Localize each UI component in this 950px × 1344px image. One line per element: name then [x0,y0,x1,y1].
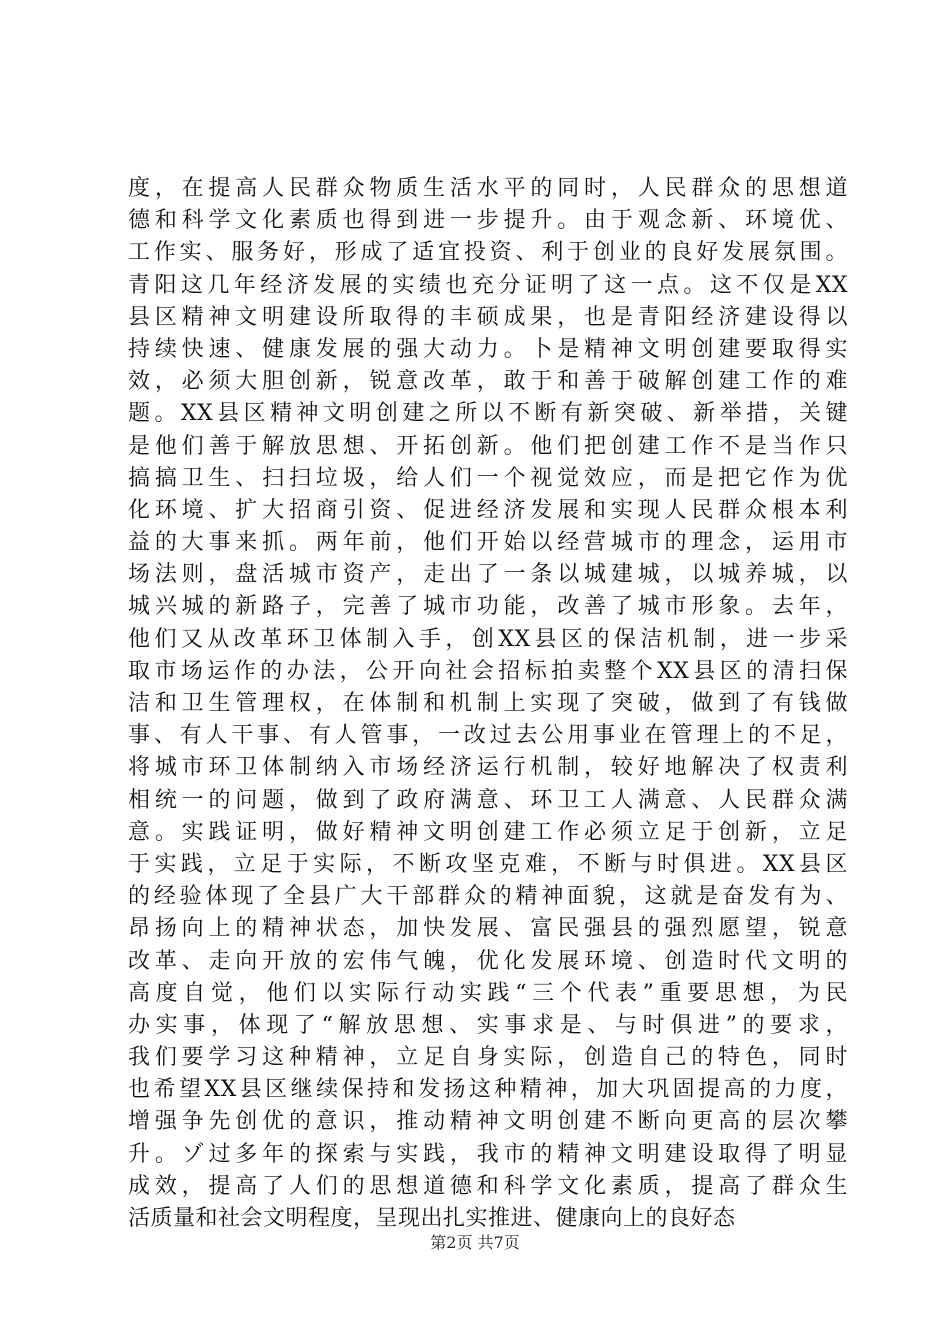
body-line: 办实事，体现了“解放思想、实事求是、与时俱进”的要求， [128,1012,848,1038]
body-line: 德和科学文化素质也得到进一步提升。由于观念新、环境优、 [128,208,848,234]
body-line: 搞搞卫生、扫扫垃圾，给人们一个视觉效应，而是把它作为优 [128,465,848,491]
body-line: 县区精神文明建设所取得的丰硕成果，也是青阳经济建设得以 [128,304,848,330]
body-line: 益的大事来抓。两年前，他们开始以经营城市的理念，运用市 [128,530,848,556]
body-line: 化环境、扩大招商引资、促进经济发展和实现人民群众根本利 [128,497,848,523]
body-line: 城兴城的新路子，完善了城市功能，改善了城市形象。去年， [128,594,848,620]
body-line: 是他们善于解放思想、开拓创新。他们把创建工作不是当作只 [128,433,848,459]
body-line: 他们又从改革环卫体制入手，创XX县区的保洁机制，进一步采 [128,626,848,652]
body-line: 将城市环卫体制纳入市场经济运行机制，较好地解决了权责利 [128,755,848,781]
body-line: 效，必须大胆创新，锐意改革，敢于和善于破解创建工作的难 [128,369,848,395]
body-line: 成效，提高了人们的思想道德和科学文化素质，提高了群众生 [128,1173,848,1199]
body-line: 度，在提高人民群众物质生活水平的同时，人民群众的思想道 [128,176,848,201]
body-line: 改革、走向开放的宏伟气魄，优化发展环境、创造时代文明的 [128,948,848,974]
body-line: 事、有人干事、有人管事，一改过去公用事业在管理上的不足， [128,723,848,749]
body-line: 持续快速、健康发展的强大动力。卜是精神文明创建要取得实 [128,336,848,362]
body-line: 于实践，立足于实际，不断攻坚克难，不断与时俱进。XX县区 [128,851,848,877]
body-line: 洁和卫生管理权，在体制和机制上实现了突破，做到了有钱做 [128,691,848,716]
body-line: 相统一的问题，做到了政府满意、环卫工人满意、人民群众满 [128,787,848,813]
body-line: 的经验体现了全县广大干部群众的精神面貌，这就是奋发有为、 [128,884,848,910]
body-line: 意。实践证明，做好精神文明创建工作必须立足于创新，立足 [128,819,848,845]
body-line: 增强争先创优的意识，推动精神文明创建不断向更高的层次攀 [128,1109,848,1135]
body-line: 取市场运作的办法，公开向社会招标拍卖整个XX县区的清扫保 [128,658,848,684]
page-number-footer: 第2页 共7页 [430,1233,520,1252]
body-line: 青阳这几年经济发展的实绩也充分证明了这一点。这不仅是XX [128,272,848,298]
document-body [128,173,848,1235]
body-line: 也希望XX县区继续保持和发扬这种精神，加大巩固提高的力度， [128,1077,848,1103]
body-line: 我们要学习这种精神，立足自身实际，创造自己的特色，同时 [128,1045,848,1071]
body-line: 活质量和社会文明程度，呈现出扎实推进、健康向上的良好态 [128,1206,736,1231]
body-line: 题。XX县区精神文明创建之所以不断有新突破、新举措，关键 [128,401,848,427]
body-line: 高度自觉，他们以实际行动实践“三个代表”重要思想，为民 [128,980,848,1006]
body-line: 升。ゾ过多年的探索与实践，我市的精神文明建设取得了明显 [128,1141,848,1167]
body-line: 场法则，盘活城市资产，走出了一条以城建城，以城养城，以 [128,562,848,588]
body-line: 昂扬向上的精神状态，加快发展、富民强县的强烈愿望，锐意 [128,916,848,942]
body-line: 工作实、服务好，形成了适宜投资、利于创业的良好发展氛围。 [128,240,848,266]
